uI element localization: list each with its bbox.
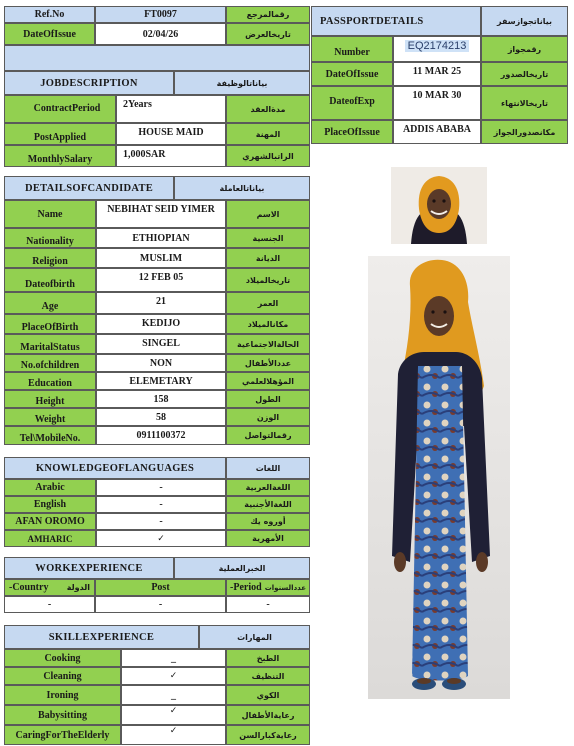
skill-arabic: رعايةكبارالسن xyxy=(226,725,310,745)
skill-name: CaringForTheElderly xyxy=(4,725,121,745)
candidate-row-value: NON xyxy=(96,354,226,372)
candidate-row-label: No.ofchildren xyxy=(4,354,96,372)
skill-arabic: الكوي xyxy=(226,685,310,705)
place-of-issue-arabic-label: مكانصدورالجواز xyxy=(481,120,568,144)
candidate-row-value: SINGEL xyxy=(96,334,226,354)
candidate-row-label: Nationality xyxy=(4,228,96,248)
candidate-row-value: 12 FEB 05 xyxy=(96,268,226,292)
work-country-label: -Country xyxy=(9,582,49,593)
candidate-row-label: Height xyxy=(4,390,96,408)
skill-arabic: رعايةالأطفال xyxy=(226,705,310,725)
candidate-row-label: Dateofbirth xyxy=(4,268,96,292)
candidate-row-arabic: رقمالتواصل xyxy=(226,426,310,445)
candidate-row-value: ETHIOPIAN xyxy=(96,228,226,248)
post-applied-value: HOUSE MAID xyxy=(116,123,226,145)
language-level: - xyxy=(96,513,226,530)
candidate-row-arabic: الوزن xyxy=(226,408,310,426)
skill-experience-arabic-title: المهارات xyxy=(199,625,310,649)
work-period-header xyxy=(226,579,310,596)
header-spacer xyxy=(4,45,310,71)
candidate-row-value: 21 xyxy=(96,292,226,314)
candidate-row-label: Weight xyxy=(4,408,96,426)
language-arabic: اللغةالعربية xyxy=(226,479,310,496)
portrait-photo-graphic xyxy=(391,167,487,244)
candidate-row-label: Tel\MobileNo. xyxy=(4,426,96,445)
passport-details-arabic-title: بياناتجوازسفر xyxy=(481,6,568,36)
candidate-row-label: Name xyxy=(4,200,96,228)
skill-name: Babysitting xyxy=(4,705,121,725)
monthly-salary-label: MonthlySalary xyxy=(4,145,116,167)
passport-expiry-value: 10 MAR 30 xyxy=(393,86,481,120)
skill-experience-title: SKILLEXPERIENCE xyxy=(4,625,199,649)
candidate-row-arabic: الديانة xyxy=(226,248,310,268)
languages-title: KNOWLEDGEOFLANGUAGES xyxy=(4,457,226,479)
passport-number-cell xyxy=(393,36,481,62)
passport-expiry-label: DateofExp xyxy=(311,86,393,120)
passport-number-arabic-label: رقمجواز xyxy=(481,36,568,62)
skill-level: _ xyxy=(121,685,226,705)
candidate-row-arabic: الحالةالاجتماعية xyxy=(226,334,310,354)
passport-details-title: PASSPORTDETAILS xyxy=(311,6,481,36)
candidate-row-value: ELEMETARY xyxy=(96,372,226,390)
candidate-row-label: PlaceOfBirth xyxy=(4,314,96,334)
full-body-photo-graphic xyxy=(368,256,510,699)
language-arabic: اللغةالأجنبية xyxy=(226,496,310,513)
skill-level: ✓ xyxy=(121,667,226,685)
work-period-value: - xyxy=(226,596,310,613)
place-of-issue-label: PlaceOfIssue xyxy=(311,120,393,144)
candidate-details-arabic-title: بياناتالعاملة xyxy=(174,176,310,200)
language-name: English xyxy=(4,496,96,513)
place-of-issue-value: ADDIS ABABA xyxy=(393,120,481,144)
skill-arabic: الطبخ xyxy=(226,649,310,667)
work-country-value: - xyxy=(4,596,95,613)
candidate-row-value: NEBIHAT SEID YIMER xyxy=(96,200,226,228)
contract-period-value: 2Years xyxy=(116,95,226,123)
full-body-photo xyxy=(368,256,510,699)
work-period-arabic: عددالسنوات xyxy=(264,583,306,592)
work-country-header xyxy=(4,579,95,596)
contract-period-label: ContractPeriod xyxy=(4,95,116,123)
candidate-row-arabic: عددالأطفال xyxy=(226,354,310,372)
language-level: ✓ xyxy=(96,530,226,547)
language-name: AMHARIC xyxy=(4,530,96,547)
passport-issue-value: 11 MAR 25 xyxy=(393,62,481,86)
candidate-details-title: DETAILSOFCANDIDATE xyxy=(4,176,174,200)
date-of-issue-label: DateOfIssue xyxy=(4,23,95,45)
candidate-row-arabic: تاريخالميلاد xyxy=(226,268,310,292)
passport-issue-arabic-label: تاريخالصدور xyxy=(481,62,568,86)
language-arabic: الأمهرية xyxy=(226,530,310,547)
work-post-value: - xyxy=(95,596,226,613)
candidate-row-label: Religion xyxy=(4,248,96,268)
candidate-row-arabic: الاسم xyxy=(226,200,310,228)
candidate-row-label: Age xyxy=(4,292,96,314)
work-country-arabic: الدولة xyxy=(66,583,90,592)
language-level: - xyxy=(96,479,226,496)
language-name: AFAN OROMO xyxy=(4,513,96,530)
skill-name: Cleaning xyxy=(4,667,121,685)
languages-table xyxy=(4,479,310,547)
candidate-row-label: MaritalStatus xyxy=(4,334,96,354)
candidate-row-arabic: مكانالميلاد xyxy=(226,314,310,334)
passport-expiry-arabic-label: تاريخالانتهاء xyxy=(481,86,568,120)
work-post-header: Post xyxy=(95,579,226,596)
language-name: Arabic xyxy=(4,479,96,496)
skill-name: Cooking xyxy=(4,649,121,667)
monthly-salary-value: 1,000SAR xyxy=(116,145,226,167)
post-applied-label: PostApplied xyxy=(4,123,116,145)
candidate-row-value: 158 xyxy=(96,390,226,408)
language-level: - xyxy=(96,496,226,513)
skill-arabic: التنظيف xyxy=(226,667,310,685)
monthly-salary-arabic-label: الراتبالشهري xyxy=(226,145,310,167)
ref-no-value: FT0097 xyxy=(95,6,226,23)
ref-no-label: Ref.No xyxy=(4,6,95,23)
languages-arabic-title: اللغات xyxy=(226,457,310,479)
candidate-row-value: 0911100372 xyxy=(96,426,226,445)
date-of-issue-arabic-label: تاريخالعرض xyxy=(226,23,310,45)
candidate-row-arabic: الجنسية xyxy=(226,228,310,248)
job-description-arabic-title: بياناتالوظيفة xyxy=(174,71,310,95)
work-experience-title: WORKEXPERIENCE xyxy=(4,557,174,579)
job-description-title: JOBDESCRIPTION xyxy=(4,71,174,95)
ref-no-arabic-label: رقمالمرجع xyxy=(226,6,310,23)
passport-number-label: Number xyxy=(311,36,393,62)
candidate-row-arabic: المؤهلالعلمي xyxy=(226,372,310,390)
contract-period-arabic-label: مدةالعقد xyxy=(226,95,310,123)
skill-name: Ironing xyxy=(4,685,121,705)
post-applied-arabic-label: المهنة xyxy=(226,123,310,145)
work-experience-arabic-title: الخبرالعملية xyxy=(174,557,310,579)
candidate-row-value: KEDIJO xyxy=(96,314,226,334)
date-of-issue-value: 02/04/26 xyxy=(95,23,226,45)
portrait-photo xyxy=(391,167,487,244)
candidate-row-arabic: الطول xyxy=(226,390,310,408)
candidate-row-value: 58 xyxy=(96,408,226,426)
skill-level: _ xyxy=(121,649,226,667)
candidate-details-table xyxy=(4,200,310,445)
skill-level: ✓ xyxy=(121,725,226,745)
candidate-row-arabic: العمر xyxy=(226,292,310,314)
work-period-label: -Period xyxy=(230,582,262,593)
passport-issue-label: DateOfIssue xyxy=(311,62,393,86)
passport-number-value: EQ2174213 xyxy=(405,40,470,52)
language-arabic: أوروه يك xyxy=(226,513,310,530)
candidate-row-value: MUSLIM xyxy=(96,248,226,268)
candidate-row-label: Education xyxy=(4,372,96,390)
skill-level: ✓ xyxy=(121,705,226,725)
skills-table xyxy=(4,649,310,745)
